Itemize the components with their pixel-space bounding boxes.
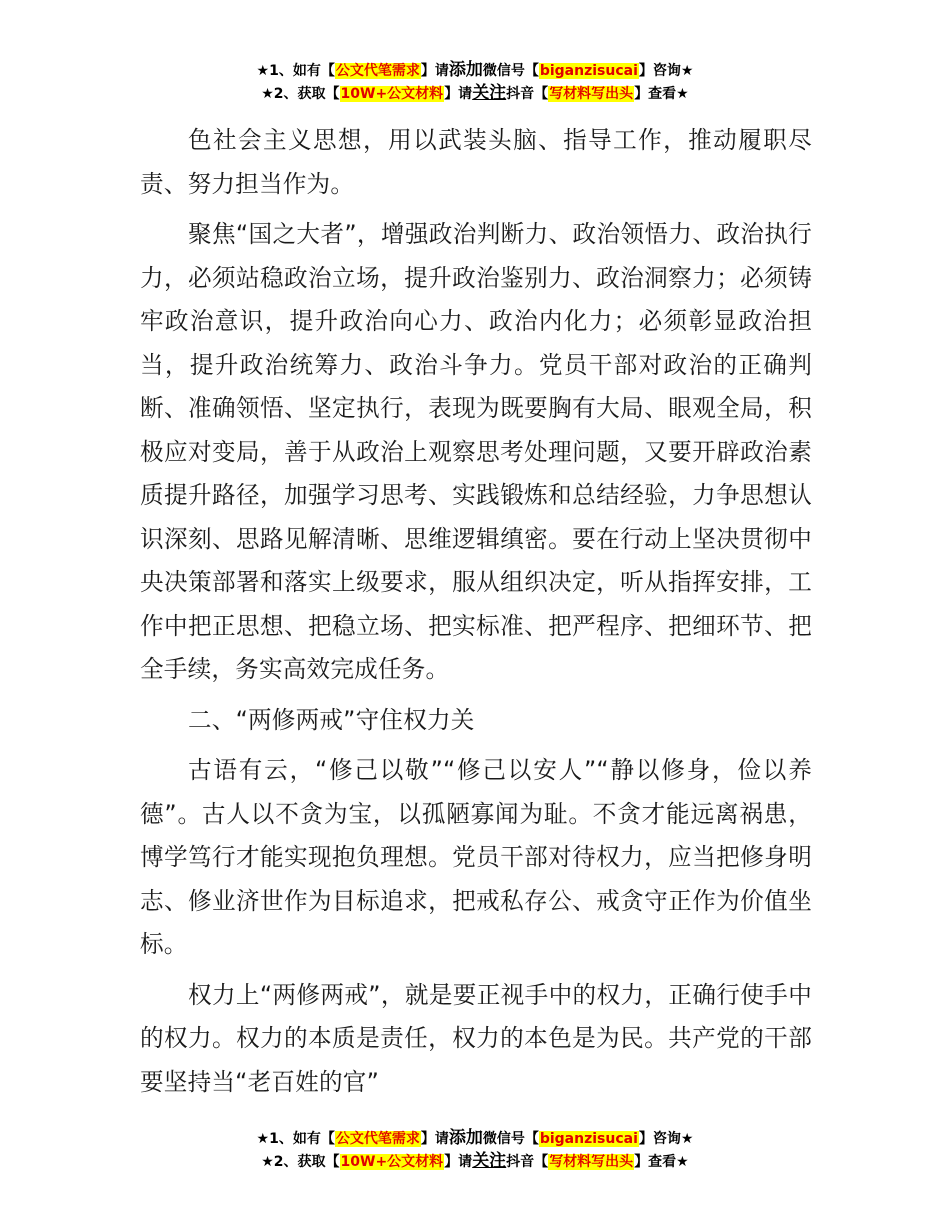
- highlight-douyin-id: 写材料写出头: [549, 1154, 634, 1170]
- top-banner: [0, 59, 950, 105]
- banner-text: 】查看★: [634, 86, 689, 102]
- banner-text: 】咨询★: [638, 1131, 694, 1147]
- highlight-wechat-id: biganzisucai: [539, 63, 638, 79]
- banner-emphasis: 关注: [472, 83, 507, 103]
- highlight-wechat-id: biganzisucai: [539, 1131, 638, 1147]
- banner-emphasis: 添加: [448, 1128, 483, 1148]
- paragraph-3: 古语有云，“修己以敬”“修己以安人”“静以修身，俭以养德”。古人以不贪为宝，以孤陋寡闻为耻。不贪才能远离祸患，博学笃行才能实现抱负理想。党员干部对待权力，应当把修身明志、修业济世作为目标追求，把戒私存公、戒贪守正作为价值坐标。: [140, 756, 812, 958]
- document-body: [140, 119, 812, 1111]
- banner-text: ★2、获取【: [261, 86, 340, 102]
- banner-text: 】请: [444, 1154, 473, 1170]
- banner-text: 】请: [444, 86, 473, 102]
- paragraph-1: 色社会主义思想，用以武装头脑、指导工作，推动履职尽责、努力担当作为。: [140, 126, 812, 198]
- banner-text: 抖音【: [506, 1154, 549, 1170]
- highlight-service: 公文代笔需求: [335, 63, 420, 79]
- banner-text: 】请: [420, 1131, 449, 1147]
- paragraph-4: 权力上“两修两戒”，就是要正视手中的权力，正确行使手中的权力。权力的本质是责任，权力的本色是为民。共产党的干部要坚持当“老百姓的官”: [140, 980, 812, 1096]
- banner-text: 】查看★: [634, 1154, 689, 1170]
- highlight-service: 公文代笔需求: [335, 1131, 420, 1147]
- banner-line-2: [0, 1150, 950, 1173]
- banner-text: 微信号【: [482, 1131, 539, 1147]
- banner-text: 微信号【: [482, 63, 539, 79]
- bottom-banner: [0, 1127, 950, 1173]
- banner-text: 】咨询★: [638, 63, 694, 79]
- highlight-douyin-id: 写材料写出头: [549, 86, 634, 102]
- banner-text: ★1、如有【: [256, 1131, 335, 1147]
- banner-text: 抖音【: [506, 86, 549, 102]
- banner-emphasis: 添加: [448, 60, 483, 80]
- banner-line-2: [0, 82, 950, 105]
- banner-line-1: [0, 59, 950, 82]
- banner-line-1: [0, 1127, 950, 1150]
- highlight-materials: 10W+公文材料: [340, 1154, 444, 1170]
- banner-emphasis: 关注: [472, 1151, 507, 1171]
- banner-text: ★1、如有【: [256, 63, 335, 79]
- section-heading-2: 二、“两修两戒”守住权力关: [188, 705, 475, 734]
- paragraph-2: 聚焦“国之大者”，增强政治判断力、政治领悟力、政治执行力，必须站稳政治立场，提升政治鉴别力、政治洞察力；必须铸牢政治意识，提升政治向心力、政治内化力；必须彰显政治担当，提升政治统筹力、政治斗争力。党员干部对政治的正确判断、准确领悟、坚定执行，表现为既要胸有大局、眼观全局，积极应对变局，善于从政治上观察思考处理问题，又要开辟政治素质提升路径，加强学习思考、实践锻炼和总结经验，力争思想认识深刻、思路见解清晰、思维逻辑缜密。要在行动上坚决贯彻中央决策部署和落实上级要求，服从组织决定，听从指挥安排，工作中把正思想、把稳立场、把实标准、把严程序、把细环节、把全手续，务实高效完成任务。: [140, 220, 812, 683]
- highlight-materials: 10W+公文材料: [340, 86, 444, 102]
- banner-text: 】请: [420, 63, 449, 79]
- banner-text: ★2、获取【: [261, 1154, 340, 1170]
